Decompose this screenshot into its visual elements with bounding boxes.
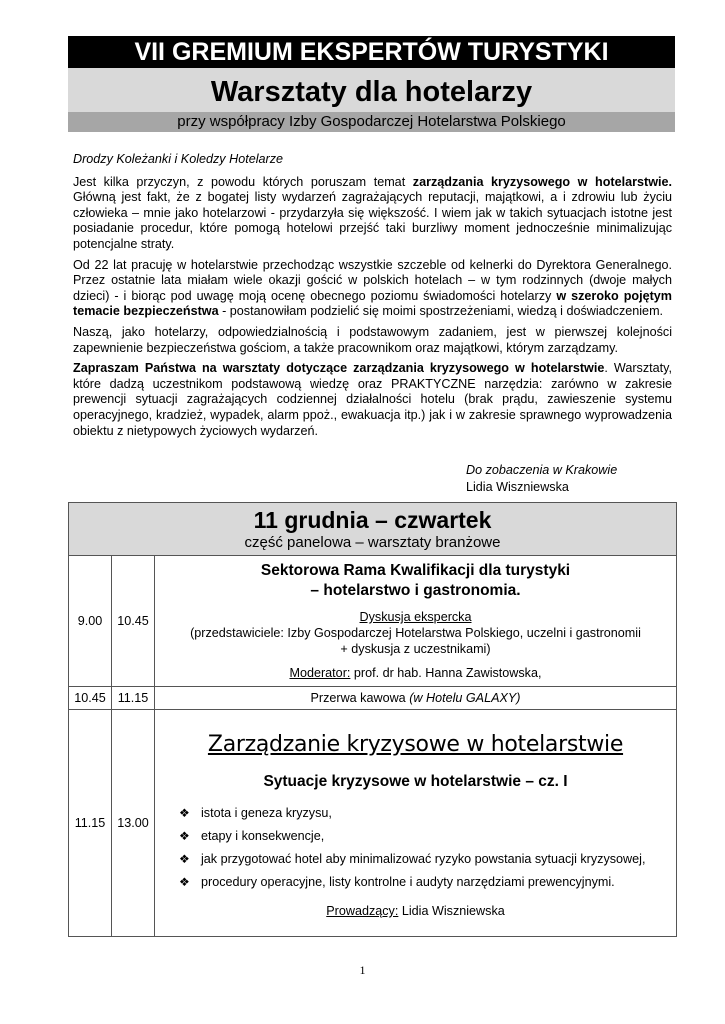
session-workshop: [155, 710, 677, 937]
paragraph-1: Jest kilka przyczyn, z powodu których poruszam temat zarządzania kryzysowego w hotelarstwie. Główną jest fakt, że z bogatej listy wydarzeń zagrażających reputacji, majątkowi, a i zdrowiu lub życiu człowieka – mnie jako hotelarzowi - przydarzyła się większość. I wiem jak w takich sytuacjach istotne jest posiadanie procedur, które pomogą hotelowi przejść taki burzliwy moment jednocześnie minimalizując potencjalne straty.: [73, 174, 673, 251]
end-time: 13.00: [112, 710, 155, 937]
session-panel: [155, 556, 677, 687]
list-item: ❖ jak przygotować hotel aby minimalizować ryzyko powstania sytuacji kryzysowej,: [179, 852, 646, 866]
session-desc-2: + dyskusja z uczestnikami): [340, 642, 491, 656]
list-item: ❖ etapy i konsekwencje,: [179, 829, 325, 843]
session-title: Sektorowa Rama Kwalifikacji dla turystyki – hotelarstwo i gastronomia.: [260, 562, 571, 599]
break-end: 11.15: [112, 687, 155, 710]
session-row: [69, 710, 677, 937]
greeting: Drodzy Koleżanki i Koledzy Hotelarze: [73, 152, 283, 166]
session-row: [69, 556, 677, 687]
workshop-subtitle: Sytuacje kryzysowe w hotelarstwie – cz. I: [263, 773, 568, 790]
moderator: Moderator: prof. dr hab. Hanna Zawistowska,: [289, 666, 542, 680]
workshop-title: Warsztaty dla hotelarzy: [68, 68, 675, 112]
day-title: 11 grudnia – czwartek: [253, 507, 492, 533]
start-time: 9.00: [69, 556, 112, 687]
day-subtitle: część panelowa – warsztaty branżowe: [244, 534, 501, 551]
day-header: [69, 503, 677, 556]
break-row: [69, 687, 677, 710]
diamond-bullet-icon: ❖: [179, 829, 190, 843]
paragraph-3: Naszą, jako hotelarzy, odpowiedzialnością i podstawowym zadaniem, jest w pierwszej kolejności zapewnienie bezpieczeństwa gościom, a także pracownikom oraz majątkowi, którym zarządzamy.: [73, 324, 672, 355]
diamond-bullet-icon: ❖: [179, 806, 190, 820]
session-desc: (przedstawiciele: Izby Gospodarczej Hotelarstwa Polskiego, uczelni i gastronomii: [190, 626, 641, 640]
coffee-break: Przerwa kawowa (w Hotelu GALAXY): [155, 687, 677, 710]
list-item: ❖ istota i geneza kryzysu,: [179, 806, 332, 820]
closing: Do zobaczenia w Krakowie: [466, 463, 618, 477]
lecturer: Prowadzący: Lidia Wiszniewska: [326, 904, 505, 918]
event-title: VII GREMIUM EKSPERTÓW TURYSTYKI: [68, 36, 675, 68]
page-number: 1: [359, 963, 366, 977]
break-start: 10.45: [69, 687, 112, 710]
cooperation-line: przy współpracy Izby Gospodarczej Hotelarstwa Polskiego: [68, 112, 675, 132]
workshop-topic-title: Zarządzanie kryzysowe w hotelarstwie: [207, 732, 624, 757]
start-time: 11.15: [69, 710, 112, 937]
diamond-bullet-icon: ❖: [179, 852, 190, 866]
invitation-letter: [73, 152, 672, 444]
paragraph-4: Zapraszam Państwa na warsztaty dotyczące zarządzania kryzysowego w hotelarstwie. Warsztaty, które dadzą uczestnikom podstawową wiedzę oraz PRAKTYCZNE narzędzia: zarówno w zakresie prewencji sytuacji zagrażających codziennej działalności hotelu (brak prądu, zawieszenie systemu operacyjnego, kradzież, wypadek, alarm ppoż., ewakuacja itp.) jak i w zakresie sprawnego wyprowadzenia obiektu z nietypowych życiowych wydarzeń.: [73, 361, 672, 438]
topic-list: [155, 805, 676, 890]
program-table: [68, 502, 677, 937]
end-time: 10.45: [112, 556, 155, 687]
signature-block: [466, 462, 617, 496]
paragraph-2: Od 22 lat pracuję w hotelarstwie przechodząc wszystkie szczeble od kelnerki do Dyrektora Generalnego. Przez ostatnie lata miałam wiele okazji gościć w polskich hotelach – w tym rodzinnych (dwoje małych dzieci) - i biorąc pod uwagę moją ocenę obecnego poziomu świadomości hotelarzy w szeroko pojętym temacie bezpieczeństwa - postanowiłam podzielić się moimi spostrzeżeniami, wiedzą i doświadczeniem.: [73, 257, 672, 319]
session-type: Dyskusja ekspercka: [359, 610, 472, 624]
diamond-bullet-icon: ❖: [179, 875, 190, 889]
list-item: ❖ procedury operacyjne, listy kontrolne i audyty narzędziami prewencyjnymi.: [179, 875, 615, 889]
signature: Lidia Wiszniewska: [466, 480, 569, 494]
